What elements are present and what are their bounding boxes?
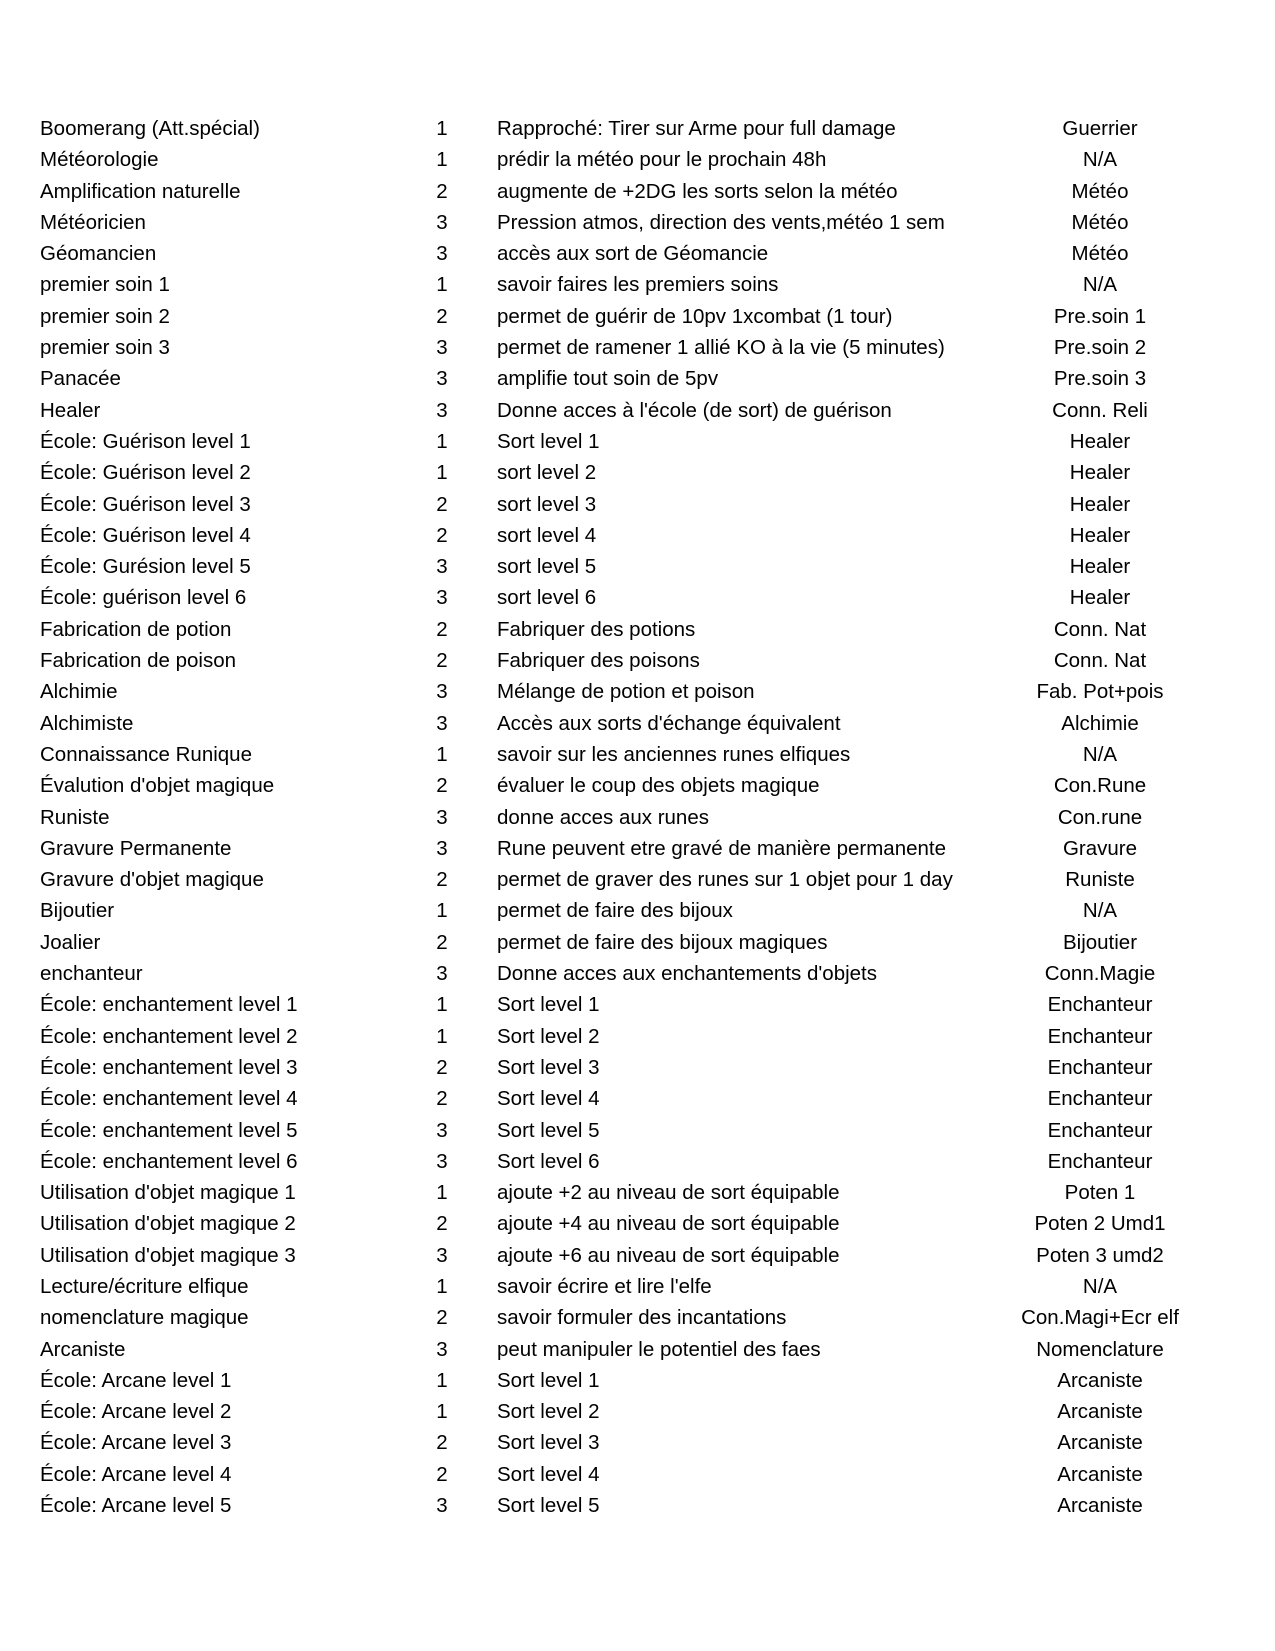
skill-row [0,113,1275,144]
skill-description: savoir écrire et lire l'elfe [497,1274,712,1298]
skill-name: École: Arcane level 2 [40,1400,232,1424]
skill-requirement: Alchimie [1061,711,1139,735]
skill-description: évaluer le coup des objets magique [497,774,820,798]
skill-requirement: Gravure [1062,836,1138,860]
skill-requirement: Con.rune [1057,805,1143,829]
skill-requirement: Arcaniste [1057,1462,1143,1486]
skill-requirement: Conn. Nat [1053,617,1147,641]
skill-row [0,426,1275,457]
skill-name: Alchimie [40,680,118,704]
skill-name: Évalution d'objet magique [40,774,275,798]
skill-name: Joalier [40,930,101,954]
skill-cost: 1 [436,899,448,923]
skill-cost: 3 [436,805,448,829]
skill-name: École: guérison level 6 [40,586,247,610]
skill-row [0,301,1275,332]
skill-cost: 1 [436,1368,448,1392]
skill-requirement: Fab. Pot+pois [1036,680,1164,704]
skill-row [0,144,1275,175]
skill-name: École: enchantement level 6 [40,1149,298,1173]
skill-row [0,269,1275,300]
skill-row [0,395,1275,426]
skill-requirement: Poten 3 umd2 [1036,1243,1164,1267]
skill-description: permet de graver des runes sur 1 objet pour 1 day [497,868,953,892]
skill-name: École: enchantement level 4 [40,1087,298,1111]
skill-name: École: Arcane level 4 [40,1462,232,1486]
skill-row [0,802,1275,833]
skill-row [0,958,1275,989]
skill-row [0,739,1275,770]
skill-description: Sort level 1 [497,993,600,1017]
skill-description: Sort level 1 [497,429,600,453]
skill-row [0,551,1275,582]
skill-name: Fabrication de potion [40,617,232,641]
skill-cost: 3 [436,1243,448,1267]
skill-cost: 1 [436,742,448,766]
skill-description: donne acces aux runes [497,805,709,829]
skill-name: premier soin 2 [40,304,170,328]
skill-name: École: Arcane level 1 [40,1368,232,1392]
skill-name: École: Guérison level 3 [40,492,251,516]
skill-description: accès aux sort de Géomancie [497,242,769,266]
skill-name: Gravure Permanente [40,836,232,860]
skill-row [0,176,1275,207]
skill-requirement: Arcaniste [1057,1494,1143,1518]
skill-description: amplifie tout soin de 5pv [497,367,719,391]
skill-row [0,1177,1275,1208]
skill-description: Rapproché: Tirer sur Arme pour full damage [497,117,896,140]
skill-cost: 1 [436,148,448,172]
skill-description: prédir la météo pour le prochain 48h [497,148,827,172]
skill-description: Sort level 5 [497,1118,600,1142]
skill-row [0,1083,1275,1114]
skill-cost: 1 [436,1024,448,1048]
skill-row [0,238,1275,269]
skill-requirement: Enchanteur [1047,1118,1153,1142]
skill-row [0,645,1275,676]
skill-description: sort level 5 [497,555,597,579]
skill-description: Sort level 3 [497,1431,600,1455]
skill-description: Mélange de potion et poison [497,680,755,704]
skill-row [0,1115,1275,1146]
skill-cost: 2 [436,649,448,673]
skill-row [0,1302,1275,1333]
skill-cost: 1 [436,1181,448,1205]
skill-name: Géomancien [40,242,157,266]
skill-name: École: enchantement level 1 [40,993,298,1017]
skill-name: École: enchantement level 3 [40,1055,298,1079]
skill-row [0,1490,1275,1521]
skill-row [0,1240,1275,1271]
skill-name: Healer [40,398,101,422]
skill-requirement: Pre.soin 2 [1053,336,1147,360]
skill-name: Connaissance Runique [40,742,252,766]
skill-description: savoir formuler des incantations [497,1306,787,1330]
skill-description: permet de guérir de 10pv 1xcombat (1 tour) [497,304,893,328]
skill-row [0,1146,1275,1177]
skill-cost: 3 [436,586,448,610]
skill-name: Utilisation d'objet magique 2 [40,1212,296,1236]
skill-name: Fabrication de poison [40,649,237,673]
skill-requirement: N/A [1082,742,1118,766]
skill-name: École: Guérison level 2 [40,461,251,485]
skill-description: ajoute +4 au niveau de sort équipable [497,1212,840,1236]
skill-requirement: Pre.soin 3 [1053,367,1147,391]
skill-row [0,457,1275,488]
skill-cost: 2 [436,1306,448,1330]
skill-cost: 2 [436,304,448,328]
skill-description: Sort level 4 [497,1087,600,1111]
skill-cost: 3 [436,367,448,391]
skill-description: sort level 4 [497,523,597,547]
skill-cost: 2 [436,617,448,641]
skill-requirement: Nomenclature [1036,1337,1164,1361]
skill-requirement: Bijoutier [1062,930,1138,954]
skill-name: Arcaniste [40,1337,126,1361]
skill-row [0,1396,1275,1427]
skill-name: enchanteur [40,962,143,986]
skill-cost: 2 [436,523,448,547]
skill-cost: 2 [436,868,448,892]
skill-row [0,708,1275,739]
skill-requirement: Poten 1 [1064,1181,1136,1205]
skill-row [0,1334,1275,1365]
skill-cost: 1 [436,1274,448,1298]
skill-requirement: Enchanteur [1047,1024,1153,1048]
skill-requirement: Con.Magi+Ecr elf [1021,1306,1179,1330]
skill-name: premier soin 3 [40,336,170,360]
skill-description: permet de faire des bijoux [497,899,733,923]
skill-name: École: Arcane level 5 [40,1494,232,1518]
skill-description: Pression atmos, direction des vents,météo 1 sem [497,210,945,234]
skill-description: permet de ramener 1 allié KO à la vie (5 minutes) [497,336,945,360]
skill-cost: 2 [436,1431,448,1455]
skill-requirement: Enchanteur [1047,1149,1153,1173]
skill-cost: 3 [436,962,448,986]
skill-requirement: Healer [1069,492,1131,516]
skill-requirement: Healer [1069,586,1131,610]
skill-row [0,363,1275,394]
skill-description: Sort level 6 [497,1149,600,1173]
skill-cost: 2 [436,1087,448,1111]
skill-name: Panacée [40,367,121,391]
skill-description: peut manipuler le potentiel des faes [497,1337,821,1361]
skill-row [0,676,1275,707]
skill-requirement: N/A [1082,273,1118,297]
skill-name: Gravure d'objet magique [40,868,264,892]
skill-requirement: N/A [1082,899,1118,923]
skill-description: Rune peuvent etre gravé de manière permanente [497,836,947,860]
skill-row [0,1459,1275,1490]
skill-name: Utilisation d'objet magique 3 [40,1243,296,1267]
skill-description: sort level 3 [497,492,597,516]
skill-description: Sort level 5 [497,1494,600,1518]
skill-requirement: Healer [1069,555,1131,579]
skill-description: Sort level 2 [497,1024,600,1048]
skill-name: Météoricien [40,210,146,234]
skill-description: sort level 6 [497,586,597,610]
skill-description: permet de faire des bijoux magiques [497,930,828,954]
skill-description: savoir faires les premiers soins [497,273,779,297]
skill-name: nomenclature magique [40,1306,249,1330]
skill-requirement: Poten 2 Umd1 [1034,1212,1166,1236]
skill-description: sort level 2 [497,461,597,485]
skill-cost: 3 [436,1149,448,1173]
skill-cost: 3 [436,1337,448,1361]
skill-requirement: Enchanteur [1047,1087,1153,1111]
skill-name: École: Gurésion level 5 [40,555,251,579]
skill-requirement: Con.Rune [1053,774,1147,798]
skill-description: Accès aux sorts d'échange équivalent [497,711,841,735]
skill-description: Sort level 4 [497,1462,600,1486]
skill-name: Runiste [40,805,110,829]
skill-row [0,895,1275,926]
skill-requirement: Enchanteur [1047,1055,1153,1079]
skill-requirement: Météo [1071,242,1129,266]
skill-row [0,489,1275,520]
skill-requirement: Arcaniste [1057,1400,1143,1424]
skill-name: Boomerang (Att.spécial) [40,117,260,140]
skill-cost: 2 [436,492,448,516]
skill-requirement: Runiste [1065,868,1135,892]
skill-name: École: Guérison level 1 [40,429,251,453]
skill-row [0,864,1275,895]
skill-description: ajoute +6 au niveau de sort équipable [497,1243,840,1267]
skill-description: Fabriquer des poisons [497,649,700,673]
skill-name: Lecture/écriture elfique [40,1274,249,1298]
skill-row [0,207,1275,238]
skill-requirement: Healer [1069,429,1131,453]
skill-row [0,1052,1275,1083]
skill-row [0,833,1275,864]
skill-cost: 3 [436,680,448,704]
skill-name: Météorologie [40,148,159,172]
skill-cost: 3 [436,336,448,360]
skill-cost: 3 [436,398,448,422]
skill-row [0,1365,1275,1396]
skill-row [0,1208,1275,1239]
skill-description: Donne acces aux enchantements d'objets [497,962,877,986]
skill-cost: 2 [436,179,448,203]
skill-description: Sort level 3 [497,1055,600,1079]
skill-cost: 3 [436,210,448,234]
skill-row [0,520,1275,551]
skill-name: premier soin 1 [40,273,170,297]
skill-name: Utilisation d'objet magique 1 [40,1181,296,1205]
skill-name: Alchimiste [40,711,134,735]
skill-requirement: Conn. Nat [1053,649,1147,673]
skill-cost: 1 [436,993,448,1017]
skill-requirement: Conn. Reli [1052,398,1148,422]
skill-row [0,582,1275,613]
skill-row [0,332,1275,363]
skill-row [0,770,1275,801]
skill-row [0,1021,1275,1052]
skill-name: Bijoutier [40,899,115,923]
skill-description: Fabriquer des potions [497,617,696,641]
skill-cost: 1 [436,117,448,140]
skill-name: École: enchantement level 5 [40,1118,298,1142]
skill-cost: 3 [436,711,448,735]
skill-name: École: Guérison level 4 [40,523,251,547]
skill-description: ajoute +2 au niveau de sort équipable [497,1181,840,1205]
skill-cost: 1 [436,273,448,297]
skill-cost: 2 [436,1055,448,1079]
skill-requirement: Conn.Magie [1044,962,1156,986]
skill-requirement: Arcaniste [1057,1368,1143,1392]
skill-cost: 3 [436,1494,448,1518]
skill-requirement: Météo [1071,210,1129,234]
skill-description: Sort level 2 [497,1400,600,1424]
skill-requirement: Enchanteur [1047,993,1153,1017]
skill-requirement: Guerrier [1062,117,1138,140]
skill-row [0,1271,1275,1302]
skill-cost: 2 [436,930,448,954]
skill-name: École: Arcane level 3 [40,1431,232,1455]
skill-requirement: N/A [1082,148,1118,172]
skill-row [0,1427,1275,1458]
skill-row [0,989,1275,1020]
skill-cost: 2 [436,1462,448,1486]
skill-cost: 3 [436,555,448,579]
skill-requirement: Healer [1069,523,1131,547]
skill-row [0,927,1275,958]
skill-description: Sort level 1 [497,1368,600,1392]
skill-cost: 1 [436,461,448,485]
skill-requirement: Pre.soin 1 [1053,304,1147,328]
skill-cost: 2 [436,1212,448,1236]
skill-requirement: Arcaniste [1057,1431,1143,1455]
skill-cost: 3 [436,836,448,860]
skill-requirement: Météo [1071,179,1129,203]
skill-description: augmente de +2DG les sorts selon la météo [497,179,898,203]
skill-description: Donne acces à l'école (de sort) de guérison [497,398,892,422]
skill-requirement: Healer [1069,461,1131,485]
skill-row [0,614,1275,645]
skill-cost: 3 [436,242,448,266]
skill-description: savoir sur les anciennes runes elfiques [497,742,851,766]
skill-cost: 1 [436,1400,448,1424]
skill-name: Amplification naturelle [40,179,241,203]
skill-cost: 2 [436,774,448,798]
skills-sheet [0,113,1275,1521]
skill-cost: 3 [436,1118,448,1142]
skill-cost: 1 [436,429,448,453]
skill-name: École: enchantement level 2 [40,1024,298,1048]
skill-requirement: N/A [1082,1274,1118,1298]
